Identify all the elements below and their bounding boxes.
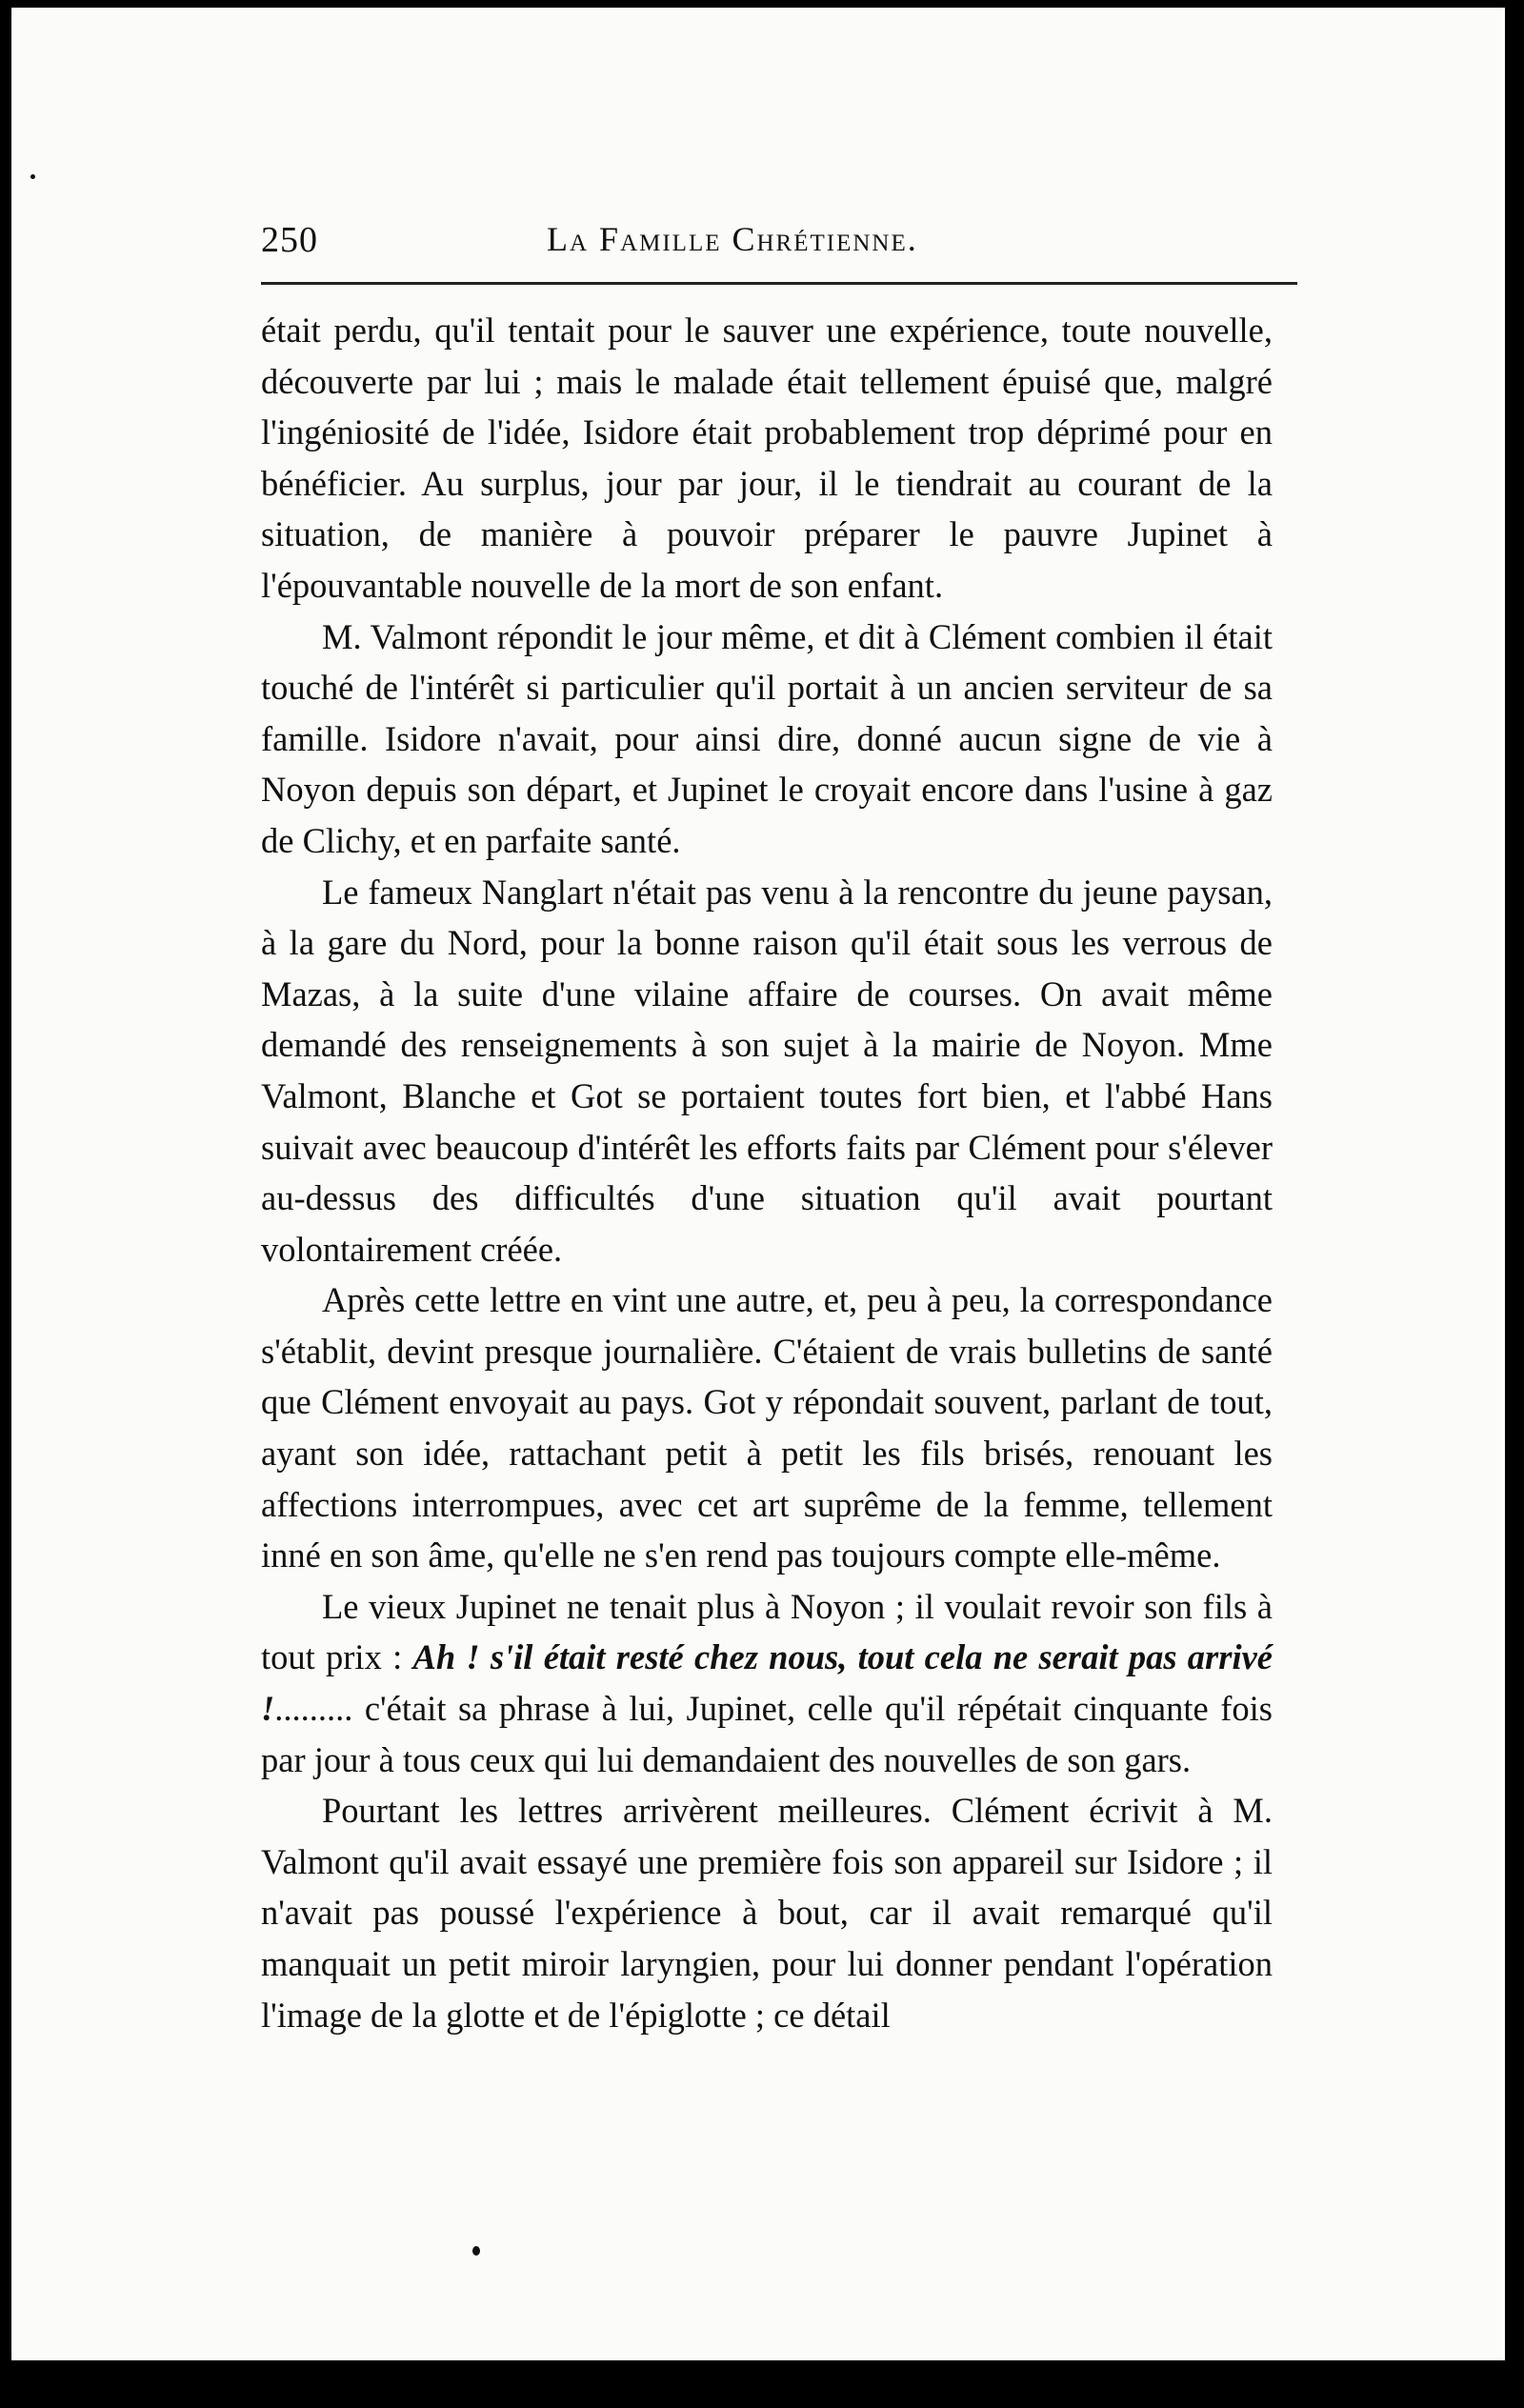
paragraph-6: Pourtant les lettres arrivèrent meilleures. Clément écrivit à M. Valmont qu'il avait essayé une première fois son appareil sur Isidore ; il n'avait pas poussé l'expérience à bout, car il avait remarqué qu'il manquait un petit miroir laryngien, pour lui donner pendant l'opération l'image de la glotte et de l'épiglotte ; ce détail — [261, 1791, 1273, 2035]
paragraph-2: M. Valmont répondit le jour même, et dit à Clément combien il était touché de l'intérêt si particulier qu'il portait à un ancien serviteur de sa famille. Isidore n'avait, pour ainsi dire, donné aucun signe de vie à Noyon depuis son départ, et Jupinet le croyait encore dans l'usine à gaz de Clichy, et en parfaite santé. — [261, 616, 1273, 860]
page-number: 250 — [261, 220, 318, 260]
paragraph-5-start: Le vieux Jupinet ne tenait plus à Noyon ; il voulait revoir son fils à tout prix : — [261, 1586, 1273, 1677]
running-title: La Famille Chrétienne. — [547, 220, 918, 258]
paragraph-5-quote: Ah ! s'il était resté chez nous, tout cela ne serait pas arrivé ! — [261, 1637, 1273, 1729]
paragraph-4: Après cette lettre en vint une autre, et, peu à peu, la correspondance s'établit, devint presque journalière. C'étaient de vrais bulletins de santé que Clément envoyait au pays. Got y répondait souvent, parlant de tout, ayant son idée, rattachant petit à petit les fils brisés, renouant les affections interrompues, avec cet art suprême de la femme, tellement inné en son âme, qu'elle ne s'en rend pas toujours compte elle-même. — [261, 1280, 1273, 1575]
ink-speck — [472, 2246, 480, 2256]
paragraph-1: était perdu, qu'il tentait pour le sauver une expérience, toute nouvelle, découverte par lui ; mais le malade était tellement épuisé que, malgré l'ingéniosité de l'idée, Isidore était probablement trop déprimé pour en bénéficier. Au surplus, jour par jour, il le tiendrait au courant de la situation, de manière à pouvoir préparer le pauvre Jupinet à l'épouvantable nouvelle de la mort de son enfant. — [261, 311, 1273, 605]
paragraph-5 — [261, 1581, 1273, 1785]
ink-speck — [30, 174, 35, 179]
book-page — [11, 8, 1505, 2360]
paragraph-3: Le fameux Nanglart n'était pas venu à la rencontre du jeune paysan, à la gare du Nord, pour la bonne raison qu'il était sous les verrous de Mazas, à la suite d'une vilaine affaire de courses. On avait même demandé des renseignements à son sujet à la mairie de Noyon. Mme Valmont, Blanche et Got se portaient toutes fort bien, et l'abbé Hans suivait avec beaucoup d'intérêt les efforts faits par Clément pour s'élever au-dessus des difficultés d'une situation qu'il avait pourtant volontairement créée. — [261, 872, 1273, 1269]
paragraph-5-end: ......... c'était sa phrase à lui, Jupinet, celle qu'il répétait cinquante fois par jour à tous ceux qui lui demandaient des nouvelles de son gars. — [261, 1689, 1273, 1779]
body-text — [261, 305, 1273, 2040]
header-rule — [261, 282, 1297, 285]
page-header — [261, 219, 1297, 276]
